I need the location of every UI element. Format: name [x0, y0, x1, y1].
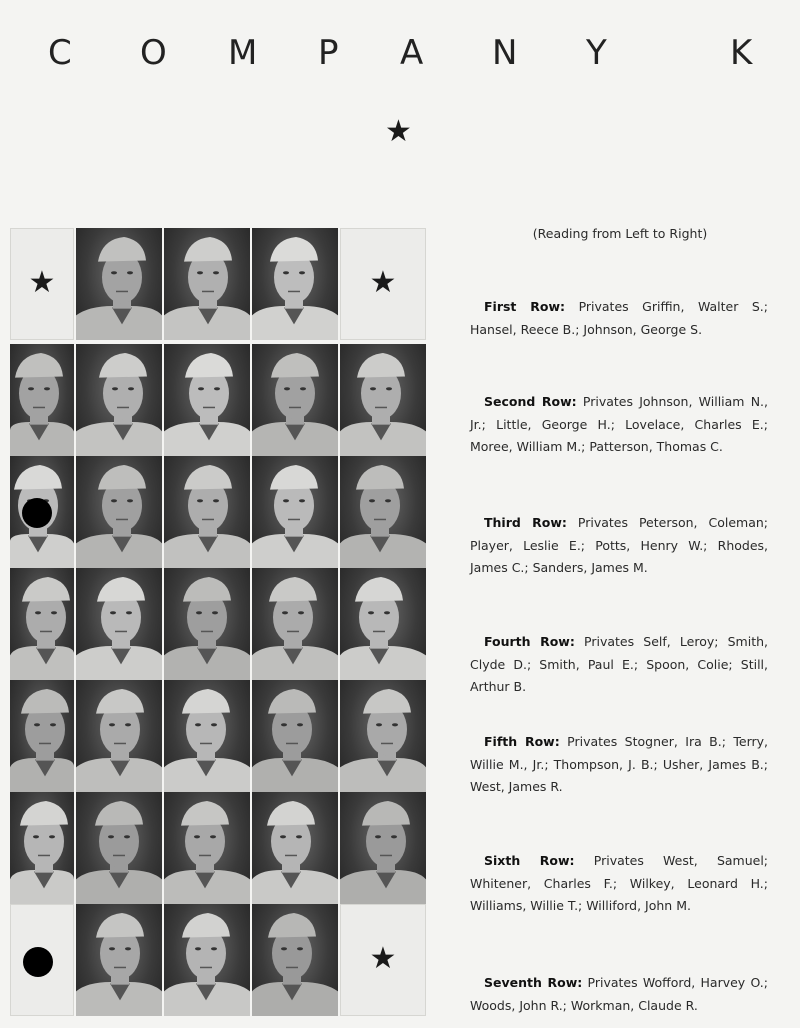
- portrait-cell: [10, 456, 74, 568]
- row-label: Third Row:: [484, 515, 567, 530]
- portrait-cell: [10, 568, 74, 680]
- portrait-cell: [76, 568, 162, 680]
- portrait-cell: [252, 456, 338, 568]
- portrait-cell: [340, 456, 426, 568]
- soldier-portrait: [164, 792, 250, 904]
- portrait-cell: [10, 344, 74, 456]
- portrait-cell: [76, 792, 162, 904]
- star-icon: ★: [369, 265, 397, 300]
- row-names: Privates Johnson, William N., Jr.; Little, George H.; Lovelace, Charles E.; Moree, William M.; Patterson, Thomas C.: [470, 394, 768, 454]
- row-caption-6: [470, 850, 768, 918]
- portrait-cell: [252, 680, 338, 792]
- soldier-portrait: [76, 680, 162, 792]
- portrait-cell: [340, 568, 426, 680]
- punch-hole: [22, 498, 52, 528]
- soldier-portrait: [340, 792, 426, 904]
- title-letter: A: [400, 33, 424, 74]
- portrait-cell: [76, 228, 162, 340]
- soldier-portrait: [252, 228, 338, 340]
- soldier-portrait: [252, 792, 338, 904]
- portrait-cell: [10, 792, 74, 904]
- row-label: Fourth Row:: [484, 634, 575, 649]
- soldier-portrait: [252, 904, 338, 1016]
- title-letter: C: [48, 33, 72, 74]
- portrait-cell: [164, 680, 250, 792]
- blank-cell: [340, 228, 426, 340]
- title-letter: K: [730, 33, 753, 74]
- row-names: Privates Peterson, Coleman; Player, Leslie E.; Potts, Henry W.; Rhodes, James C.; Sanders, James M.: [470, 515, 768, 575]
- blank-cell: [10, 228, 74, 340]
- portrait-cell: [10, 680, 74, 792]
- reading-note: (Reading from Left to Right): [532, 226, 708, 241]
- star-icon: ★: [369, 941, 397, 976]
- soldier-portrait: [76, 792, 162, 904]
- title-letter: Y: [586, 33, 607, 74]
- soldier-portrait: [10, 792, 74, 904]
- portrait-cell: [252, 904, 338, 1016]
- row-caption-1: [470, 296, 768, 341]
- row-names: Privates Wofford, Harvey O.; Woods, John R.; Workman, Claude R.: [470, 975, 768, 1013]
- soldier-portrait: [252, 456, 338, 568]
- portrait-cell: [76, 344, 162, 456]
- soldier-portrait: [164, 568, 250, 680]
- soldier-portrait: [164, 228, 250, 340]
- title-letter: O: [140, 33, 167, 74]
- portrait-cell: [252, 792, 338, 904]
- portrait-cell: [252, 344, 338, 456]
- row-label: Sixth Row:: [484, 853, 575, 868]
- soldier-portrait: [76, 344, 162, 456]
- soldier-portrait: [76, 456, 162, 568]
- row-caption-5: [470, 731, 768, 799]
- portrait-cell: [164, 904, 250, 1016]
- soldier-portrait: [252, 680, 338, 792]
- row-label: First Row:: [484, 299, 566, 314]
- portrait-cell: [340, 792, 426, 904]
- blank-cell: [10, 904, 74, 1016]
- portrait-cell: [340, 344, 426, 456]
- row-names: Privates West, Samuel; Whitener, Charles F.; Wilkey, Leonard H.; Williams, Willie T.; Williford, John M.: [470, 853, 769, 913]
- soldier-portrait: [164, 680, 250, 792]
- soldier-portrait: [164, 456, 250, 568]
- punch-hole: [23, 947, 53, 977]
- soldier-portrait: [252, 568, 338, 680]
- soldier-portrait: [76, 228, 162, 340]
- portrait-cell: [164, 344, 250, 456]
- portrait-cell: [76, 456, 162, 568]
- soldier-portrait: [10, 344, 74, 456]
- row-caption-4: [470, 631, 768, 699]
- portrait-cell: [252, 228, 338, 340]
- row-label: Seventh Row:: [484, 975, 583, 990]
- soldier-portrait: [164, 344, 250, 456]
- portrait-cell: [76, 904, 162, 1016]
- row-names: Privates Griffin, Walter S.; Hansel, Reece B.; Johnson, George S.: [470, 299, 768, 337]
- star-ornament-icon: ★: [385, 114, 412, 149]
- portrait-cell: [252, 568, 338, 680]
- title-letter: M: [228, 33, 258, 74]
- soldier-portrait: [10, 568, 74, 680]
- portrait-cell: [164, 568, 250, 680]
- row-label: Second Row:: [484, 394, 577, 409]
- portrait-grid: [10, 228, 430, 1018]
- row-label: Fifth Row:: [484, 734, 560, 749]
- soldier-portrait: [252, 344, 338, 456]
- title-letter: P: [318, 33, 339, 74]
- soldier-portrait: [340, 344, 426, 456]
- portrait-cell: [164, 228, 250, 340]
- row-names: Privates Stogner, Ira B.; Terry, Willie M., Jr.; Thompson, J. B.; Usher, James B.; West, James R.: [470, 734, 768, 794]
- soldier-portrait: [340, 456, 426, 568]
- soldier-portrait: [164, 904, 250, 1016]
- page-title: [0, 33, 800, 73]
- row-caption-7: [470, 972, 768, 1017]
- portrait-cell: [76, 680, 162, 792]
- portrait-cell: [340, 680, 426, 792]
- soldier-portrait: [10, 680, 74, 792]
- soldier-portrait: [76, 904, 162, 1016]
- row-caption-2: [470, 391, 768, 459]
- row-caption-3: [470, 512, 768, 580]
- portrait-cell: [164, 456, 250, 568]
- soldier-portrait: [76, 568, 162, 680]
- blank-cell: [340, 904, 426, 1016]
- soldier-portrait: [340, 680, 426, 792]
- soldier-portrait: [340, 568, 426, 680]
- title-letter: N: [492, 33, 518, 74]
- portrait-cell: [164, 792, 250, 904]
- row-names: Privates Self, Leroy; Smith, Clyde D.; Smith, Paul E.; Spoon, Colie; Still, Arthur B.: [470, 634, 769, 694]
- star-icon: ★: [28, 265, 56, 300]
